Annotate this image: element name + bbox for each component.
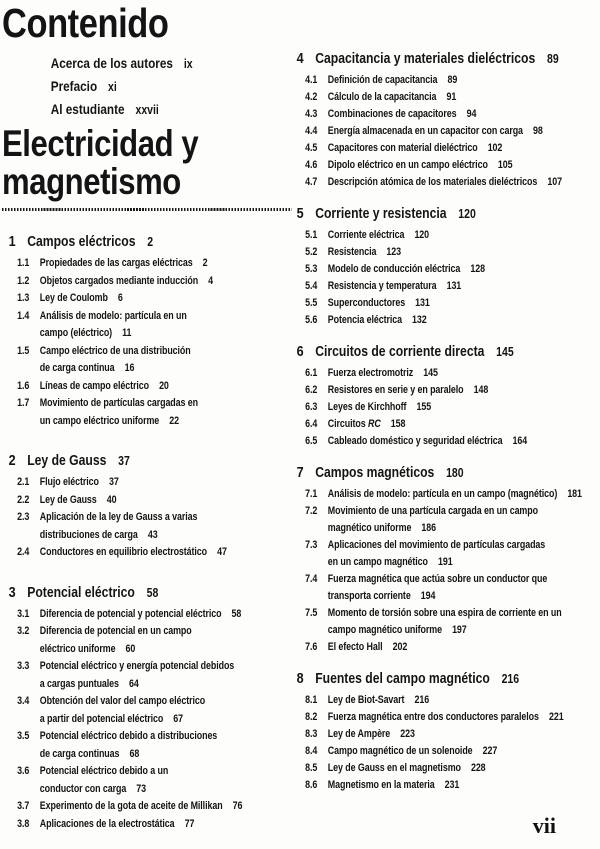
section-title: Líneas de campo eléctrico 20 bbox=[39, 379, 169, 392]
section-row bbox=[290, 433, 596, 450]
section-title: Movimiento de una partícula cargada en un campo magnético uniforme 186 bbox=[327, 505, 538, 534]
section-title: Movimiento de partículas cargadas en un campo eléctrico uniforme 22 bbox=[39, 397, 198, 427]
part-title-line-2: magnetismo bbox=[2, 161, 181, 202]
section-page: 202 bbox=[392, 641, 408, 653]
section-number: 4.3 bbox=[305, 108, 318, 120]
section-number: 1.6 bbox=[17, 379, 30, 392]
section-page: 6 bbox=[117, 292, 123, 304]
section-page: 227 bbox=[482, 745, 498, 757]
section-row bbox=[290, 692, 596, 709]
section-page: 228 bbox=[470, 762, 486, 774]
chapter-number: 2 bbox=[8, 452, 16, 469]
section-title: Fuerza electromotriz 145 bbox=[327, 367, 438, 379]
chapter-page: 180 bbox=[446, 466, 464, 480]
column-left bbox=[2, 0, 298, 833]
section-row bbox=[290, 174, 596, 191]
section-number: 5.2 bbox=[305, 246, 318, 258]
section-page: 4 bbox=[208, 274, 214, 287]
chapter-title: Potencial eléctrico bbox=[27, 584, 135, 601]
chapter-page: 58 bbox=[146, 585, 159, 600]
chapter-heading bbox=[290, 668, 596, 690]
section-title: Cálculo de la capacitancia 91 bbox=[327, 91, 457, 103]
section-number: 2.3 bbox=[17, 511, 30, 523]
section-page: 47 bbox=[217, 546, 227, 558]
section-page: 2 bbox=[202, 257, 208, 269]
section-row bbox=[2, 623, 298, 658]
section-page: 107 bbox=[547, 176, 562, 188]
section-row bbox=[290, 89, 596, 106]
section-number: 4.2 bbox=[305, 91, 318, 103]
chapter-heading bbox=[290, 462, 596, 484]
section-number: 6.5 bbox=[305, 435, 318, 447]
section-row bbox=[290, 278, 596, 295]
front-matter-page: xxvii bbox=[135, 103, 159, 117]
section-row bbox=[2, 728, 298, 763]
section-number: 6.3 bbox=[305, 401, 318, 413]
section-number: 5.5 bbox=[305, 297, 318, 309]
section-number: 3.8 bbox=[17, 817, 30, 830]
chapter-number: 3 bbox=[8, 583, 16, 601]
section-page: 123 bbox=[386, 246, 402, 258]
section-number: 4.7 bbox=[305, 176, 318, 188]
section-title: Campo magnético de un solenoide 227 bbox=[327, 745, 498, 757]
section-row bbox=[2, 273, 298, 291]
section-number: 8.5 bbox=[305, 762, 318, 774]
section-page: 231 bbox=[444, 779, 460, 791]
section-number: 3.4 bbox=[17, 695, 30, 707]
section-title: Análisis de modelo: partícula en un campo (magnético) 181 bbox=[327, 488, 582, 500]
section-page: 155 bbox=[416, 401, 432, 413]
chapter-title: Ley de Gauss bbox=[27, 453, 107, 469]
front-matter-page: ix bbox=[183, 57, 193, 71]
section-number: 5.1 bbox=[305, 229, 318, 241]
front-matter-item bbox=[51, 75, 298, 98]
section-row bbox=[290, 227, 596, 244]
section-row bbox=[290, 312, 596, 329]
section-row bbox=[2, 492, 298, 510]
section-title: Resistores en serie y en paralelo 148 bbox=[327, 384, 489, 396]
section-number: 2.1 bbox=[17, 476, 30, 488]
section-number: 3.1 bbox=[17, 607, 30, 620]
section-row bbox=[290, 777, 596, 794]
section-number: 8.3 bbox=[305, 728, 318, 740]
section-title: Energía almacenada en un capacitor con carga 98 bbox=[327, 125, 543, 137]
chapter-title: Circuitos de corriente directa bbox=[315, 344, 485, 360]
section-page: 164 bbox=[512, 435, 528, 447]
section-page: 145 bbox=[423, 367, 438, 379]
section-title: Aplicaciones de la electrostática 77 bbox=[39, 817, 195, 830]
section-title: Resistencia y temperatura 131 bbox=[327, 280, 462, 292]
section-number: 1.5 bbox=[17, 344, 30, 357]
section-number: 1.2 bbox=[17, 274, 30, 287]
part-title-line-1: Electricidad y bbox=[2, 123, 199, 164]
section-row bbox=[2, 763, 298, 798]
section-row bbox=[290, 157, 596, 174]
section-page: 11 bbox=[122, 327, 132, 339]
section-title: Definición de capacitancia 89 bbox=[327, 74, 458, 86]
section-page: 76 bbox=[232, 800, 243, 812]
section-title: Ley de Biot-Savart 216 bbox=[327, 694, 430, 706]
section-title: Conductores en equilibrio electrostático 47 bbox=[39, 546, 227, 558]
section-title: Ley de Gauss 40 bbox=[39, 493, 117, 506]
folio-page-number: vii bbox=[532, 813, 556, 838]
section-row bbox=[2, 693, 298, 728]
section-row bbox=[290, 399, 596, 416]
section-row bbox=[290, 261, 596, 278]
chapters-left bbox=[2, 231, 298, 833]
front-matter-label: Al estudiante bbox=[50, 101, 125, 117]
section-title: Flujo eléctrico 37 bbox=[39, 476, 119, 488]
section-number: 7.6 bbox=[305, 641, 318, 653]
section-row bbox=[290, 140, 596, 157]
section-row bbox=[290, 709, 596, 726]
section-number: 5.6 bbox=[305, 314, 318, 326]
chapter-heading bbox=[290, 203, 596, 225]
section-page: 131 bbox=[446, 280, 462, 292]
section-number: 8.2 bbox=[305, 711, 318, 723]
section-page: 191 bbox=[437, 556, 453, 568]
section-title: Modelo de conducción eléctrica 128 bbox=[327, 263, 485, 275]
section-number: 6.2 bbox=[305, 384, 318, 396]
section-row bbox=[2, 255, 298, 273]
section-row bbox=[2, 395, 298, 430]
section-row bbox=[290, 639, 596, 656]
section-title: Potencial eléctrico debido a un conductor con carga 73 bbox=[39, 765, 169, 795]
chapter-number: 5 bbox=[296, 205, 304, 222]
section-number: 1.7 bbox=[17, 397, 30, 409]
chapter-heading bbox=[2, 231, 298, 253]
section-number: 7.5 bbox=[305, 607, 318, 619]
section-number: 2.4 bbox=[17, 546, 30, 558]
front-matter-label: Prefacio bbox=[50, 78, 98, 94]
section-row bbox=[2, 798, 298, 816]
section-page: 158 bbox=[390, 418, 406, 430]
section-title: Magnetismo en la materia 231 bbox=[327, 779, 460, 791]
section-page: 102 bbox=[487, 142, 503, 154]
section-title: Combinaciones de capacitores 94 bbox=[327, 108, 477, 120]
section-row bbox=[290, 106, 596, 123]
section-page: 22 bbox=[169, 414, 180, 427]
section-row bbox=[290, 571, 596, 605]
section-page: 43 bbox=[147, 528, 158, 541]
chapter-page: 2 bbox=[147, 235, 154, 249]
section-title: Análisis de modelo: partícula en un campo (eléctrico) 11 bbox=[39, 309, 187, 339]
section-page: 67 bbox=[173, 712, 184, 725]
section-page: 148 bbox=[473, 384, 489, 396]
section-number: 1.4 bbox=[17, 309, 30, 322]
section-number: 7.1 bbox=[305, 488, 318, 500]
front-matter-item bbox=[51, 98, 298, 121]
section-title: Superconductores 131 bbox=[327, 297, 430, 309]
section-number: 4.1 bbox=[305, 74, 318, 86]
chapter-heading bbox=[290, 48, 596, 70]
chapter-page: 89 bbox=[547, 52, 559, 66]
section-row bbox=[2, 290, 298, 308]
toc-title: Contenido bbox=[2, 0, 169, 46]
section-number: 8.1 bbox=[305, 694, 318, 706]
section-row bbox=[290, 760, 596, 777]
chapter-number: 7 bbox=[296, 464, 304, 481]
section-row bbox=[290, 365, 596, 382]
section-row bbox=[290, 605, 596, 639]
section-page: 194 bbox=[420, 590, 436, 602]
section-title: Aplicación de la ley de Gauss a varias distribuciones de carga 43 bbox=[39, 511, 198, 541]
section-number: 1.3 bbox=[17, 292, 30, 304]
front-matter bbox=[51, 52, 298, 121]
section-page: 16 bbox=[124, 362, 135, 374]
section-page: 181 bbox=[567, 488, 582, 500]
section-page: 68 bbox=[129, 747, 140, 760]
chapter-number: 8 bbox=[296, 670, 304, 687]
section-row bbox=[2, 308, 298, 343]
section-number: 6.1 bbox=[305, 367, 318, 379]
section-row bbox=[2, 606, 298, 624]
section-title: Circuitos RC 158 bbox=[327, 418, 406, 430]
section-title: Capacitores con material dieléctrico 102 bbox=[327, 142, 503, 154]
chapter-page: 37 bbox=[118, 454, 130, 468]
section-number: 5.3 bbox=[305, 263, 318, 275]
section-page: 98 bbox=[533, 125, 543, 137]
section-number: 7.3 bbox=[305, 539, 318, 551]
chapter-page: 216 bbox=[501, 672, 520, 686]
chapter-heading bbox=[290, 341, 596, 363]
section-number: 2.2 bbox=[17, 493, 30, 506]
section-page: 132 bbox=[412, 314, 427, 326]
chapter-heading bbox=[2, 450, 298, 472]
section-page: 60 bbox=[125, 642, 136, 655]
section-page: 221 bbox=[548, 711, 564, 723]
section-number: 3.7 bbox=[17, 800, 30, 812]
section-row bbox=[2, 474, 298, 492]
chapter-page: 120 bbox=[458, 207, 476, 221]
section-page: 58 bbox=[231, 607, 242, 620]
section-number: 3.2 bbox=[17, 625, 30, 637]
section-number: 6.4 bbox=[305, 418, 318, 430]
section-title: Momento de torsión sobre una espira de corriente en un campo magnético uniforme 197 bbox=[327, 607, 562, 636]
section-page: 77 bbox=[184, 817, 195, 830]
section-title: Aplicaciones del movimiento de partículas cargadas en un campo magnético 191 bbox=[327, 539, 546, 568]
section-page: 197 bbox=[452, 624, 467, 636]
section-row bbox=[290, 123, 596, 140]
section-row bbox=[290, 295, 596, 312]
section-page: 128 bbox=[470, 263, 485, 275]
section-number: 7.2 bbox=[305, 505, 318, 517]
section-title: Corriente eléctrica 120 bbox=[327, 229, 430, 241]
section-number: 5.4 bbox=[305, 280, 318, 292]
chapter-title: Corriente y resistencia bbox=[315, 206, 447, 222]
section-title: El efecto Hall 202 bbox=[327, 641, 408, 653]
section-title: Cableado doméstico y seguridad eléctrica 164 bbox=[327, 435, 528, 447]
chapter-title: Capacitancia y materiales dieléctricos bbox=[315, 51, 536, 67]
section-number: 7.4 bbox=[305, 573, 318, 585]
section-title: Objetos cargados mediante inducción 4 bbox=[39, 274, 214, 287]
section-page: 40 bbox=[106, 493, 117, 506]
section-title: Fuerza magnética que actúa sobre un conductor que transporta corriente 194 bbox=[327, 573, 548, 602]
section-number: 3.6 bbox=[17, 765, 30, 777]
section-page: 186 bbox=[421, 522, 437, 534]
section-row bbox=[290, 537, 596, 571]
section-title: Dipolo eléctrico en un campo eléctrico 105 bbox=[327, 159, 513, 171]
section-title: Potencial eléctrico debido a distribuciones de carga continuas 68 bbox=[39, 730, 218, 760]
section-page: 120 bbox=[414, 229, 430, 241]
chapter-page: 145 bbox=[496, 345, 514, 359]
section-number: 8.4 bbox=[305, 745, 318, 757]
section-row bbox=[290, 486, 596, 503]
chapter-number: 1 bbox=[8, 233, 16, 250]
chapter-title: Fuentes del campo magnético bbox=[315, 671, 490, 687]
section-row bbox=[290, 726, 596, 743]
chapter-title: Campos magnéticos bbox=[315, 465, 435, 481]
section-row bbox=[290, 416, 596, 433]
section-row bbox=[2, 378, 298, 396]
section-number: 1.1 bbox=[17, 257, 30, 269]
chapter-heading bbox=[2, 582, 298, 604]
column-right bbox=[290, 0, 596, 794]
section-number: 4.4 bbox=[305, 125, 318, 137]
section-title: Experimento de la gota de aceite de Millikan 76 bbox=[39, 800, 243, 812]
section-title: Ley de Ampère 223 bbox=[327, 728, 415, 740]
section-title: Descripción atómica de los materiales dieléctricos 107 bbox=[327, 176, 562, 188]
dotted-divider bbox=[2, 208, 292, 211]
section-page: 105 bbox=[497, 159, 513, 171]
section-title: Obtención del valor del campo eléctrico a partir del potencial eléctrico 67 bbox=[39, 695, 206, 725]
section-page: 216 bbox=[414, 694, 430, 706]
section-page: 20 bbox=[159, 379, 169, 392]
chapter-number: 6 bbox=[296, 343, 304, 360]
section-title: Resistencia 123 bbox=[327, 246, 402, 258]
section-title: Leyes de Kirchhoff 155 bbox=[327, 401, 432, 413]
section-row bbox=[290, 382, 596, 399]
section-row bbox=[290, 72, 596, 89]
section-row bbox=[2, 658, 298, 693]
section-row bbox=[2, 816, 298, 834]
section-row bbox=[2, 544, 298, 562]
section-number: 4.6 bbox=[305, 159, 318, 171]
chapter-number: 4 bbox=[296, 50, 304, 67]
chapter-title: Campos eléctricos bbox=[27, 234, 136, 250]
section-title: Potencia eléctrica 132 bbox=[327, 314, 427, 326]
section-page: 73 bbox=[136, 782, 147, 795]
section-title: Propiedades de las cargas eléctricas 2 bbox=[39, 257, 208, 269]
section-page: 37 bbox=[108, 476, 119, 488]
section-page: 91 bbox=[446, 91, 457, 103]
section-title: Diferencia de potencial en un campo eléctrico uniforme 60 bbox=[39, 625, 192, 655]
front-matter-label: Acerca de los autores bbox=[50, 55, 173, 71]
section-number: 4.5 bbox=[305, 142, 318, 154]
section-page: 223 bbox=[400, 728, 415, 740]
section-page: 131 bbox=[415, 297, 430, 309]
section-row bbox=[290, 503, 596, 537]
section-page: 64 bbox=[128, 677, 139, 690]
section-page: 94 bbox=[466, 108, 477, 120]
part-title bbox=[2, 125, 298, 201]
section-title: Fuerza magnética entre dos conductores paralelos 221 bbox=[327, 711, 564, 723]
section-page: 89 bbox=[447, 74, 458, 86]
section-row bbox=[290, 244, 596, 261]
section-title: Diferencia de potencial y potencial eléctrico 58 bbox=[39, 607, 242, 620]
front-matter-item bbox=[51, 52, 298, 75]
chapters-right bbox=[290, 48, 596, 794]
section-title: Campo eléctrico de una distribución de carga continua 16 bbox=[39, 344, 191, 374]
section-title: Potencial eléctrico y energía potencial debidos a cargas puntuales 64 bbox=[39, 660, 235, 690]
section-row bbox=[2, 509, 298, 544]
section-row bbox=[2, 343, 298, 378]
section-row bbox=[290, 743, 596, 760]
front-matter-page: xi bbox=[108, 80, 117, 94]
section-number: 3.5 bbox=[17, 730, 30, 742]
section-number: 8.6 bbox=[305, 779, 318, 791]
section-title: Ley de Coulomb 6 bbox=[39, 292, 123, 304]
section-title: Ley de Gauss en el magnetismo 228 bbox=[327, 762, 486, 774]
section-number: 3.3 bbox=[17, 660, 30, 672]
